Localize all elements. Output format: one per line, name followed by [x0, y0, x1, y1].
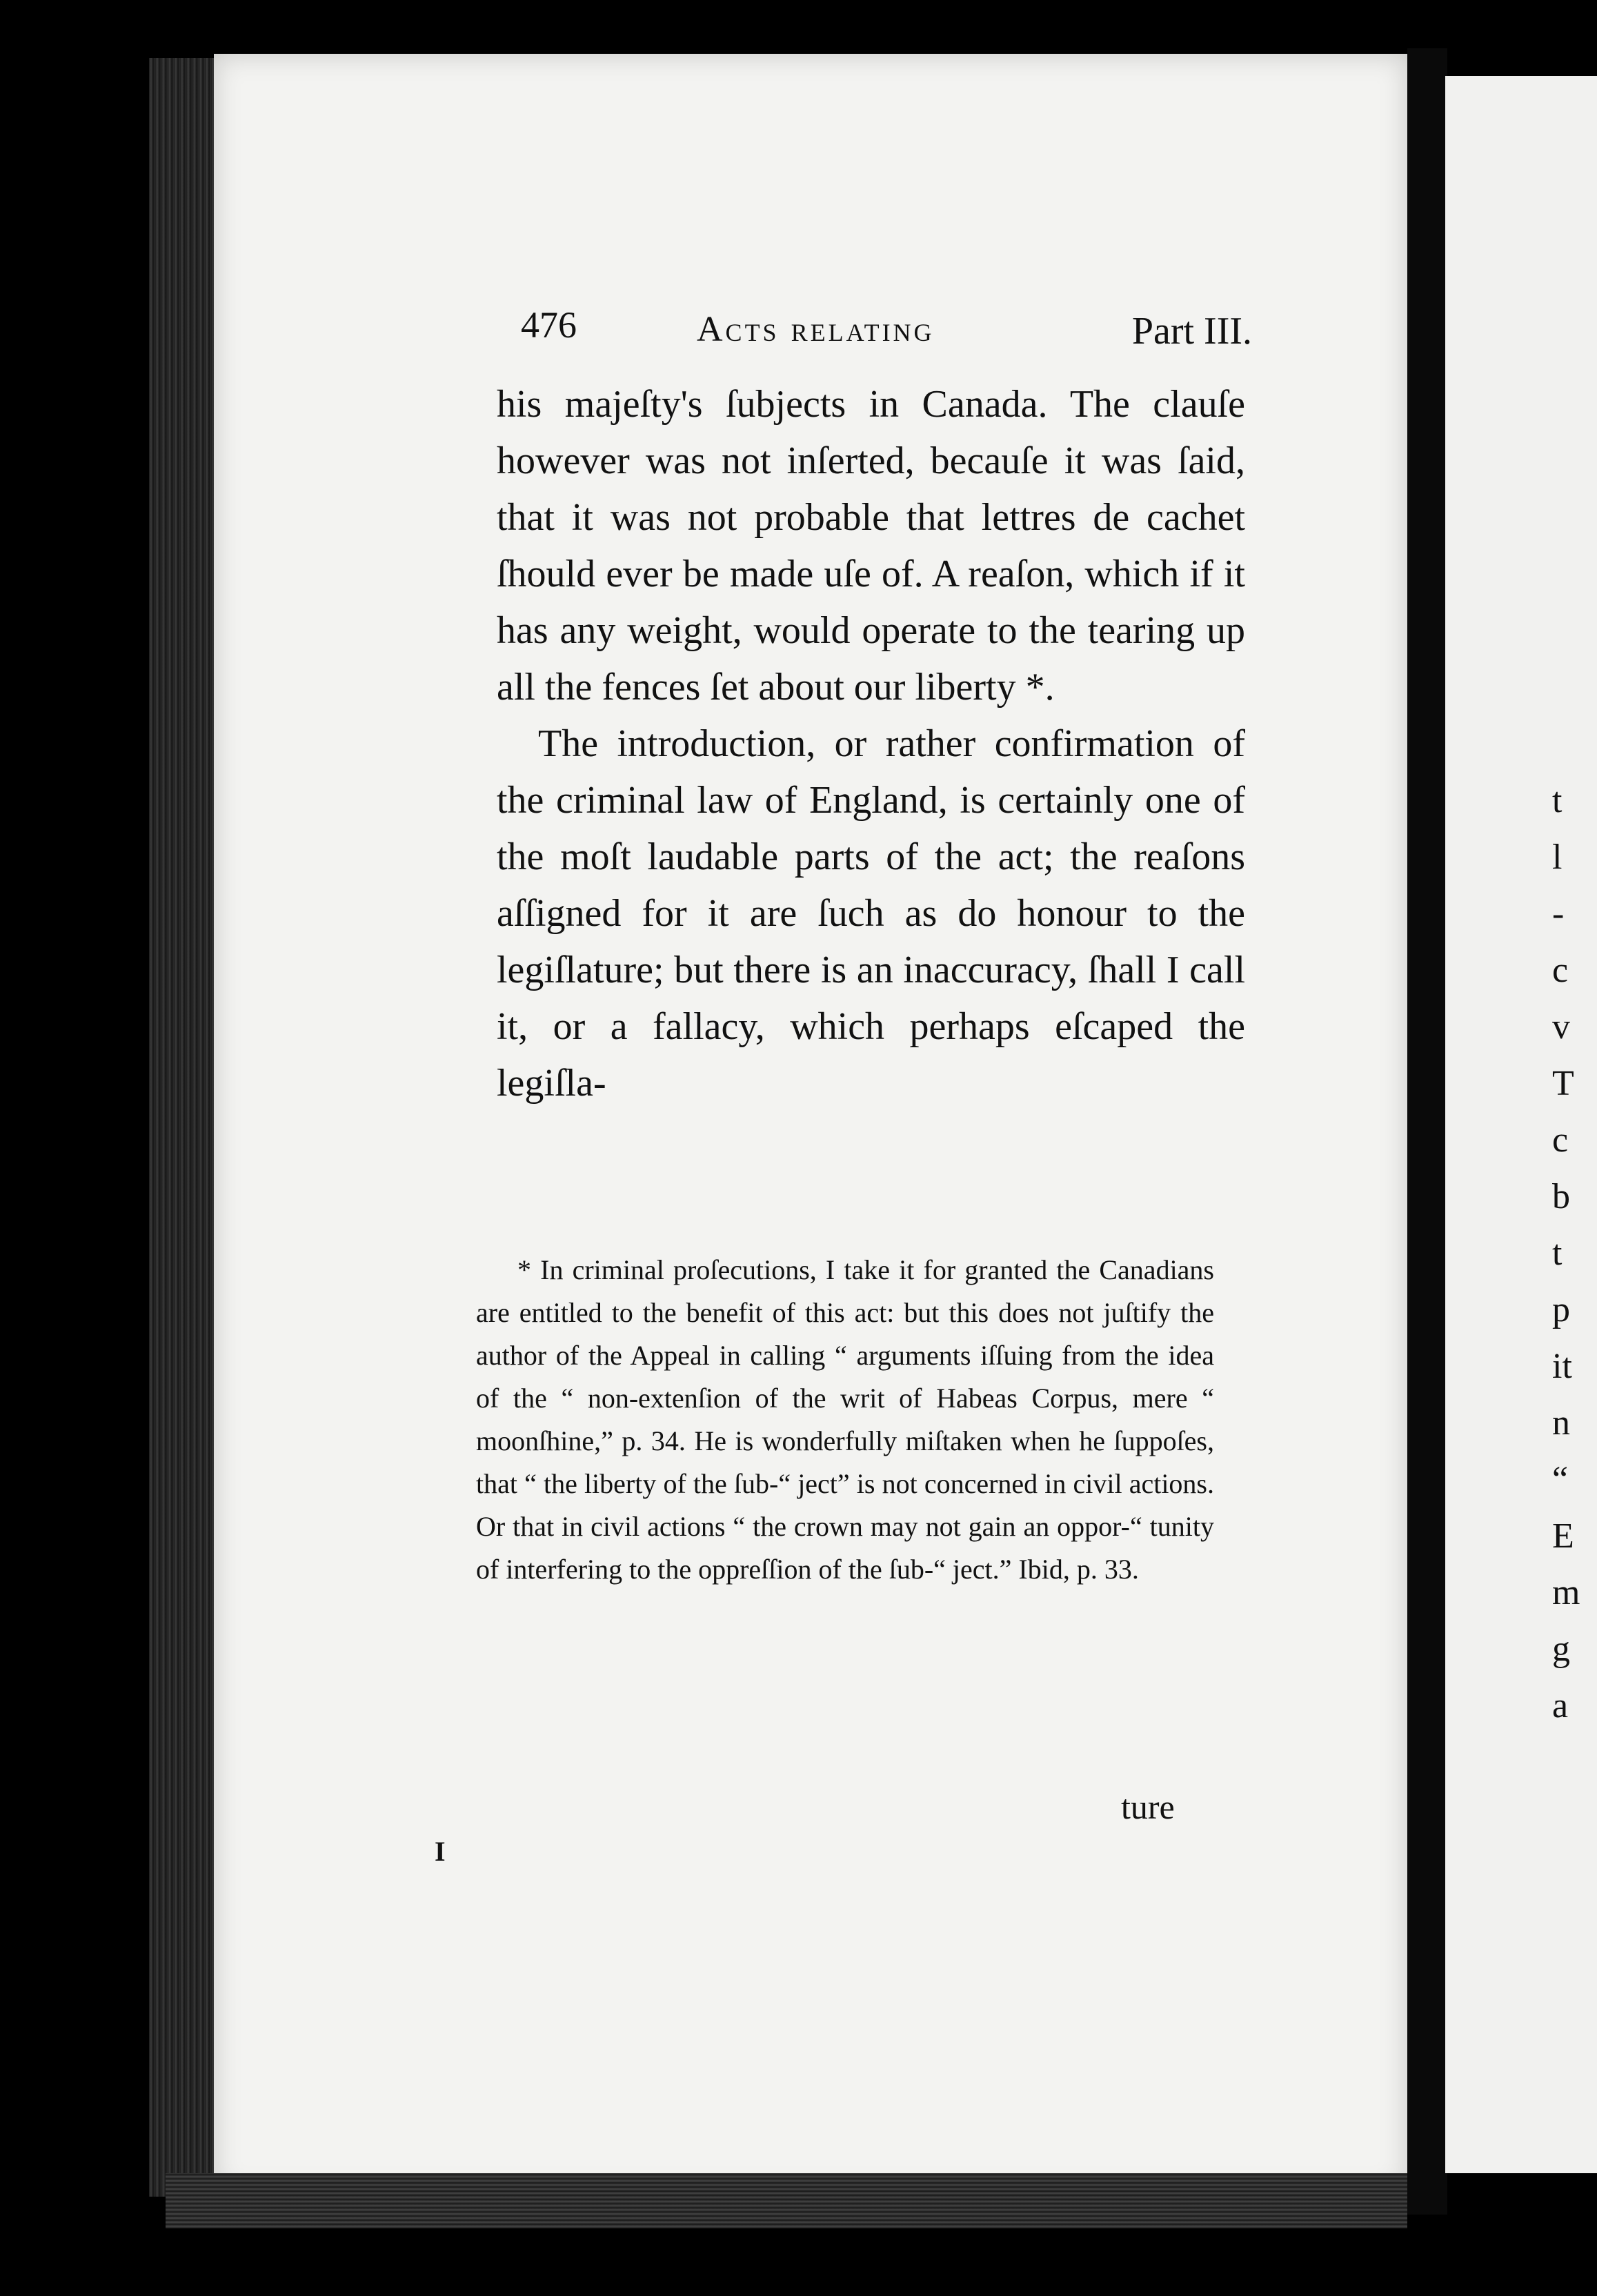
facing-fragment: m: [1552, 1573, 1580, 1612]
page-edge-left: [149, 58, 218, 2197]
footnote: [476, 1249, 1214, 1591]
facing-fragment: “: [1552, 1460, 1569, 1499]
facing-fragment: l: [1552, 838, 1563, 877]
facing-fragment: E: [1552, 1516, 1574, 1556]
facing-fragment: g: [1552, 1630, 1570, 1669]
page-edge-bottom: [166, 2173, 1407, 2228]
facing-fragment: it: [1552, 1347, 1572, 1386]
book-gutter: [1407, 48, 1447, 2215]
facing-page-text: [1552, 773, 1580, 1734]
facing-fragment: n: [1552, 1403, 1570, 1443]
footnote-text: * In criminal proſecutions, I take it for granted the Canadians are entitled to the benefit of this act: but this does not juſtify the author of the Appeal in calling “ arguments iſſuing from the idea of the “ non-extenſion of the writ of Habeas Corpus, mere “ moonſhine,” p. 34. He is wonderfully miſtaken when he ſuppoſes, that “ the liberty of the ſub-“ ject” is not concerned in civil actions. Or that in civil actions “ the crown may not gain an oppor-“ tunity of interfering to the oppreſſion of the ſub-“ ject.” Ibid, p. 33.: [476, 1254, 1214, 1585]
facing-fragment: c: [1552, 951, 1569, 990]
facing-fragment: -: [1552, 894, 1565, 933]
signature-mark: I: [435, 1836, 446, 1867]
facing-fragment: t: [1552, 1234, 1563, 1273]
main-text: [497, 376, 1245, 1111]
facing-fragment: p: [1552, 1290, 1570, 1329]
page-header: [521, 304, 1252, 366]
facing-fragment: t: [1552, 781, 1563, 820]
running-title: Acts relating: [697, 310, 935, 349]
facing-fragment: a: [1552, 1686, 1569, 1725]
catchword: ture: [1121, 1788, 1175, 1826]
facing-fragment: v: [1552, 1007, 1570, 1047]
paragraph-1: his majeſty's ſubjects in Canada. The clauſe however was not inſerted, becauſe it was ſaid, that it was not probable that lettres de cachet ſhould ever be made uſe of. A reaſon, which if it has any weight, would operate to the tearing up all the fences ſet about our liberty *.: [497, 383, 1245, 709]
facing-fragment: b: [1552, 1177, 1570, 1216]
facing-fragment: c: [1552, 1120, 1569, 1160]
page-number: 476: [521, 304, 577, 346]
book-page: [214, 54, 1407, 2193]
facing-fragment: T: [1552, 1064, 1574, 1103]
part-label: Part III.: [1131, 310, 1252, 353]
paragraph-2: The introduction, or rather confirmation of the criminal law of England, is certainly one of the moſt laudable parts of the act; the reaſons aſſigned for it are ſuch as do honour to the legiſlature; but there is an inaccuracy, ſhall I call it, or a fallacy, which perhaps eſcaped the legiſla-: [497, 722, 1245, 1105]
